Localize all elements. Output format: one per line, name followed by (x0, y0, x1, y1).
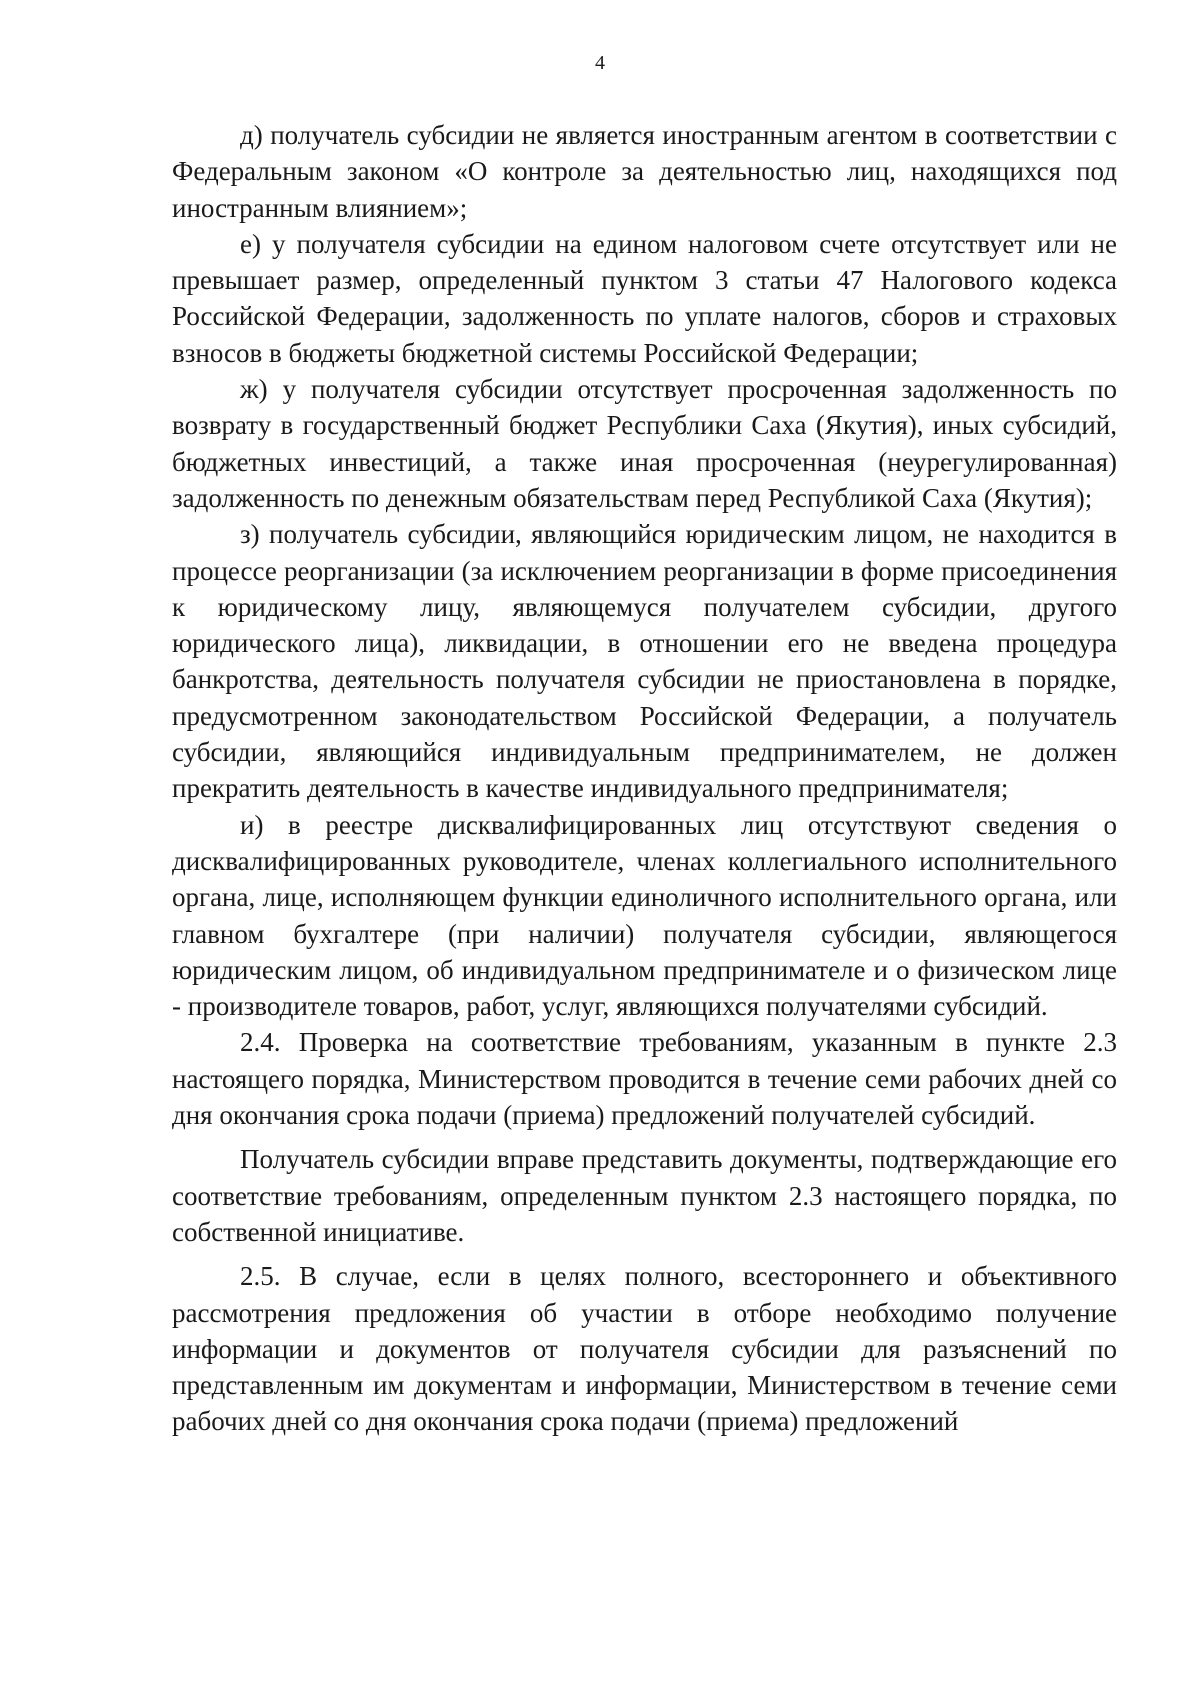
paragraph-recipient-documents: Получатель субсидии вправе представить документы, подтверждающие его соответствие требованиям, определенным пунктом 2.3 настоящего порядка, по собственной инициативе. (172, 1144, 1117, 1247)
paragraph-2-5-clarification: 2.5. В случае, если в целях полного, всестороннего и объективного рассмотрения предложения об участии в отборе необходимо получение информации и документов от получателя субсидии для разъяснений по представленным им документам и информации, Министерством в течение семи рабочих дней со дня окончания срока подачи (приема) предложений (172, 1261, 1117, 1437)
paragraph-zh-overdue-debt: ж) у получателя субсидии отсутствует просроченная задолженность по возврату в государственный бюджет Республики Саха (Якутия), иных субсидий, бюджетных инвестиций, а также иная просроченная (неурегулированная) задолженность по денежным обязательствам перед Республикой Саха (Якутия); (172, 374, 1117, 513)
paragraph-2-4-verification: 2.4. Проверка на соответствие требованиям, указанным в пункте 2.3 настоящего порядка, Министерством проводится в течение семи рабочих дней со дня окончания срока подачи (приема) предложений получателей субсидий. (172, 1027, 1117, 1131)
paragraph-d-foreign-agent: д) получатель субсидии не является иностранным агентом в соответствии с Федеральным законом «О контроле за деятельностью лиц, находящихся под иностранным влиянием»; (172, 120, 1117, 223)
paragraph-z-reorganization: з) получатель субсидии, являющийся юридическим лицом, не находится в процессе реорганизации (за исключением реорганизации в форме присоединения к юридическому лицу, являющемуся получателем субсидии, другого юридического лица), ликвидации, в отношении его не введена процедура банкротства, деятельность получателя субсидии не приостановлена в порядке, предусмотренном законодательством Российской Федерации, а получатель субсидии, являющийся индивидуальным предпринимателем, не должен прекратить деятельность в качестве индивидуального предпринимателя; (172, 519, 1117, 804)
document-body (172, 117, 1117, 1440)
paragraph-e-tax-debt: е) у получателя субсидии на едином налоговом счете отсутствует или не превышает размер, определенный пунктом 3 статьи 47 Налогового кодекса Российской Федерации, задолженность по уплате налогов, сборов и страховых взносов в бюджеты бюджетной системы Российской Федерации; (172, 228, 1117, 368)
page-number: 4 (595, 52, 605, 74)
paragraph-i-disqualified-registry: и) в реестре дисквалифицированных лиц отсутствуют сведения о дисквалифицированных руководителе, членах коллегиального исполнительного органа, лице, исполняющем функции единоличного исполнительного органа, или главном бухгалтере (при наличии) получателя субсидии, являющегося юридическим лицом, об индивидуальном предпринимателе и о физическом лице - производителе товаров, работ, услуг, являющихся получателями субсидий. (172, 809, 1117, 1022)
